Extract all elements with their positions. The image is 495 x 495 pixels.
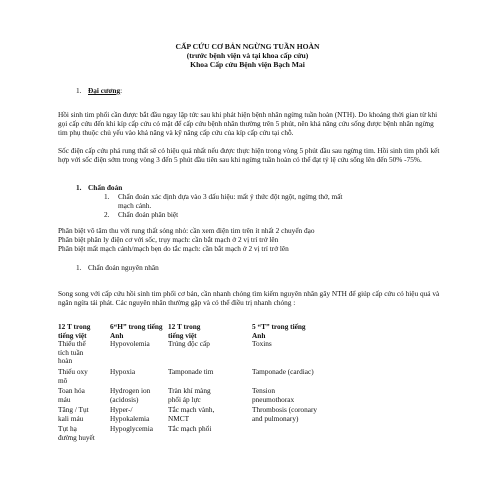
table-row-1-col1 [58, 340, 86, 366]
table-row-3-col1 [58, 387, 85, 404]
table-row-3-col2 [110, 387, 150, 404]
table-cell-line: Hyper-/ [110, 405, 133, 414]
document-title: CẤP CỨU CƠ BẢN NGỪNG TUẦN HOÀN [175, 42, 320, 51]
table-header-col1-line1: 12 T trong [58, 322, 91, 331]
table-cell-line: Hypokalemia [110, 413, 150, 423]
table-header-col3-line2: tiếng việt [168, 330, 197, 340]
section-1-number: 1. [76, 86, 82, 95]
table-header-col2 [110, 323, 163, 340]
table-cell-line: Tụt hạ [58, 424, 77, 433]
table-cell-line: tích tuần [58, 347, 84, 357]
diagnosis-item-2-number: 2. [104, 210, 110, 219]
table-cell-line: Toan hóa [58, 386, 85, 395]
section-3-number: 1. [76, 263, 82, 272]
section-2-heading: Chẩn đoán [88, 183, 123, 192]
table-header-col2-line1: 6“H” trong tiếng [110, 322, 163, 331]
table-row-4-col2 [110, 406, 149, 423]
section-3-heading: Chẩn đoán nguyên nhân [88, 263, 159, 272]
table-cell-line: đường huyết [58, 432, 95, 442]
table-row-5-col1 [58, 425, 95, 442]
table-cell-line: Hypovolemia [110, 339, 150, 348]
table-cell-line: hoàn [58, 356, 73, 366]
table-cell-line: Hydrogen ion [110, 386, 151, 395]
table-header-col3 [168, 323, 200, 340]
table-row-1-col2 [110, 340, 150, 349]
table-header-col4-line2: Anh [252, 330, 266, 340]
document-subtitle: (trước bệnh viện và tại khoa cấp cứu) [186, 51, 309, 60]
table-cell-line: Tràn khí màng [168, 386, 211, 395]
table-cell-line: Tamponade (cardiac) [252, 367, 314, 376]
table-header-col4 [252, 323, 306, 340]
table-cell-line: Tăng / Tụt [58, 405, 89, 414]
diagnosis-item-1-number: 1. [104, 192, 110, 201]
table-row-5-col3 [168, 425, 211, 434]
table-cell-line: máu [58, 394, 71, 404]
table-header-col4-line1: 5 “T” trong tiếng [252, 322, 306, 331]
table-cell-line: Tamponade tim [168, 367, 214, 376]
table-row-2-col3 [168, 368, 214, 377]
table-cell-line: Thiếu oxy [58, 367, 88, 376]
table-cell-line: and pulmonary) [252, 413, 299, 423]
table-row-1-col3 [168, 340, 210, 349]
table-cell-line: Hypoglycemia [110, 424, 153, 433]
table-row-2-col4 [252, 368, 314, 377]
table-cell-line: pneumothorax [252, 394, 295, 404]
table-header-col1-line2: tiếng việt [58, 330, 87, 340]
table-row-5-col2 [110, 425, 153, 434]
table-row-3-col4 [252, 387, 294, 404]
section-2-number: 1. [76, 183, 82, 192]
section-1-heading-text: Đại cương [88, 86, 121, 95]
table-cell-line: Tension [252, 386, 275, 395]
table-cell-line: kali máu [58, 413, 84, 423]
table-cell-line: Tắc mạch vành, [168, 405, 215, 414]
table-header-col2-line2: Anh [110, 330, 124, 340]
section-1-heading-colon: : [120, 86, 123, 95]
causes-paragraph: Song song với cấp cứu hồi sinh tim phổi cơ bản, cần nhanh chóng tìm kiếm nguyên nhân gây NTH để giúp cấp cứu có hiệu quả và ngăn ngừa tái phát. Các nguyên nhân thường gặp và có thể điều trị nhanh chóng : [58, 289, 440, 307]
intro-paragraph: Hồi sinh tim phổi cần được bắt đầu ngay lập tức sau khi phát hiện bệnh nhân ngừng tuần hoàn (NTH). Do khoảng thời gian từ khi gọi cấp cứu đến khi kíp cấp cứu có mặt để cấp cứu bệnh nhân thường trên 5 phút, nên khả năng cứu sống được bệnh nhân ngừng tim phụ thuộc chủ yếu vào khả năng và kỹ năng cấp cứu của kíp cấp cứu tại chỗ. [58, 110, 438, 137]
table-cell-line: Thiếu thể [58, 339, 86, 348]
table-cell-line: Toxins [252, 339, 272, 348]
table-header-col1 [58, 323, 90, 340]
table-row-3-col3 [168, 387, 211, 404]
table-cell-line: phổi áp lực [168, 394, 201, 404]
table-cell-line: (acidosis) [110, 394, 139, 404]
table-header-col3-line1: 12 T trong [168, 322, 201, 331]
table-cell-line: mô [58, 375, 68, 385]
table-row-2-col1 [58, 368, 88, 385]
table-row-2-col2 [110, 368, 135, 377]
table-cell-line: Trúng độc cấp [168, 339, 210, 348]
differential-line-2: Phân biệt phân ly điện cơ với sốc, trụy mạch: cần bắt mạch ở 2 vị trí trở lên [58, 235, 279, 244]
document-department: Khoa Cấp cứu Bệnh viện Bạch Mai [190, 60, 305, 69]
diagnosis-item-1-text: Chẩn đoán xác định dựa vào 3 dấu hiệu: mất ý thức đột ngột, ngừng thở, mất [118, 192, 343, 201]
defibrillation-paragraph: Sốc điện cấp cứu phá rung thất sẽ có hiệu quả nhất nếu được thực hiện trong vòng 5 phút đầu sau ngừng tim. Hồi sinh tim phổi kết hợp với sốc điện sớm trong vòng 3 đến 5 phút đầu tiên sau khi ngừng tuần hoàn có thể đạt tỷ lệ cứu sống lên đến 50% -75%. [58, 146, 440, 164]
diagnosis-item-2-text: Chẩn đoán phân biệt [118, 210, 179, 219]
table-cell-line: Tắc mạch phổi [168, 424, 212, 433]
section-1-heading [88, 87, 122, 96]
table-cell-line: NMCT [168, 413, 190, 423]
diagnosis-item-1-text-cont: mạch cảnh. [118, 201, 152, 210]
table-row-4-col1 [58, 406, 89, 423]
table-row-1-col4 [252, 340, 272, 349]
differential-line-3: Phân biệt mất mạch cảnh/mạch bẹn do tắc mạch: cần bắt mạch ở 2 vị trí trở lên [58, 244, 289, 253]
table-row-4-col4 [252, 406, 317, 423]
table-cell-line: Thrombosis (coronary [252, 405, 318, 414]
table-row-4-col3 [168, 406, 214, 423]
differential-line-1: Phân biệt vô tâm thu với rung thất sóng nhỏ: cần xem điện tim trên ít nhất 2 chuyển đạo [58, 226, 315, 235]
table-cell-line: Hypoxia [110, 367, 136, 376]
